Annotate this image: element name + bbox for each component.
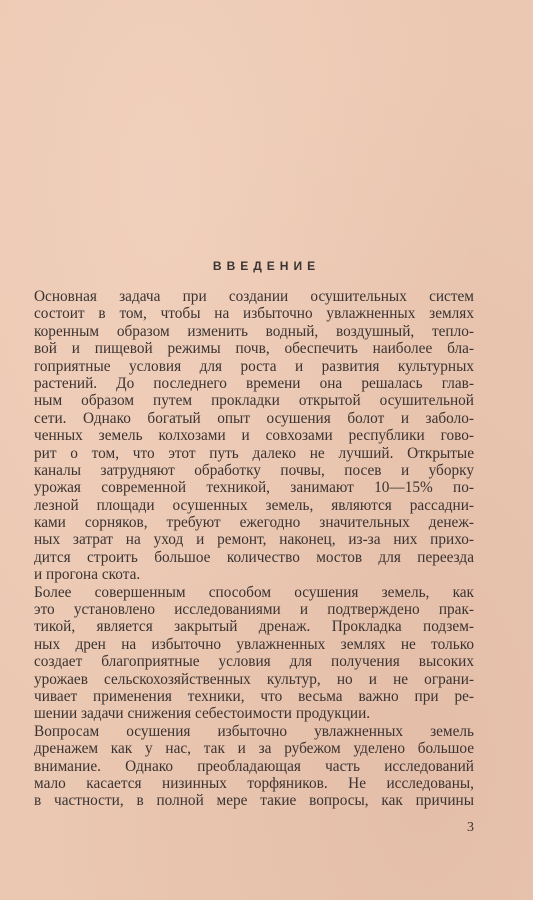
paragraph-2 [34, 584, 474, 723]
text-line: шении задачи снижения себестоимости продукции. [34, 705, 371, 723]
text-line: тикой, является закрытый дренаж. Прокладка подзем- [34, 618, 474, 636]
text-line: гоприятные условия для роста и развития культурных [34, 357, 474, 375]
text-line: ных затрат на уход и ремонт, наконец, из-за них прихо- [34, 531, 474, 549]
text-line: коренным образом изменить водный, воздушный, тепло- [34, 322, 474, 340]
text-line: рит о том, что этот путь далеко не лучший. Открытые [34, 444, 474, 462]
text-line: ных дрен на избыточно увлажненных землях не только [34, 635, 474, 653]
text-line: урожаев сельскохозяйственных культур, но и не ограни- [34, 670, 474, 688]
text-line: внимание. Однако преобладающая часть исследований [34, 757, 474, 775]
text-line: дренажем как у нас, так и за рубежом уделено большое [34, 740, 474, 758]
text-line: сети. Однако богатый опыт осушения болот и заболо- [34, 409, 474, 427]
text-line: Более совершенным способом осушения земель, как [34, 583, 474, 601]
text-line: ным образом путем прокладки открытой осушительной [34, 392, 474, 410]
text-line: урожая современной техникой, занимают 10—15% по- [34, 479, 474, 497]
text-line: это установлено исследованиями и подтверждено прак- [34, 601, 474, 619]
text-line: мало касается низинных торфяников. Не исследованы, [34, 774, 474, 792]
text-line: каналы затрудняют обработку почвы, посев и уборку [34, 461, 474, 479]
text-line: создает благоприятные условия для получения высоких [34, 653, 474, 671]
text-line: Вопросам осушения избыточно увлажненных земель [34, 722, 474, 740]
body-text [34, 288, 474, 810]
text-line: дится строить большое количество мостов для переезда [34, 548, 474, 566]
text-line: растений. До последнего времени она решалась глав- [34, 374, 474, 392]
text-line: ченных земель колхозами и совхозами республики гово- [34, 427, 474, 445]
paragraph-1 [34, 288, 474, 584]
text-line: вой и пищевой режимы почв, обеспечить наиболее бла- [34, 340, 474, 358]
page-number: 3 [467, 820, 474, 835]
text-line: состоит в том, чтобы на избыточно увлажненных землях [34, 305, 474, 323]
text-line: чивает применения техники, что весьма важно при ре- [34, 687, 474, 705]
text-line: и прогона скота. [34, 566, 141, 584]
section-heading: ВВЕДЕНИЕ [212, 259, 321, 273]
text-line: Основная задача при создании осушительных систем [34, 288, 474, 305]
text-line: лезной площади осушенных земель, являются рассадни- [34, 496, 474, 514]
paragraph-3 [34, 723, 474, 810]
text-line: в частности, в полной мере такие вопросы, как причины [34, 792, 474, 810]
text-line: ками сорняков, требуют ежегодно значительных денеж- [34, 514, 474, 532]
